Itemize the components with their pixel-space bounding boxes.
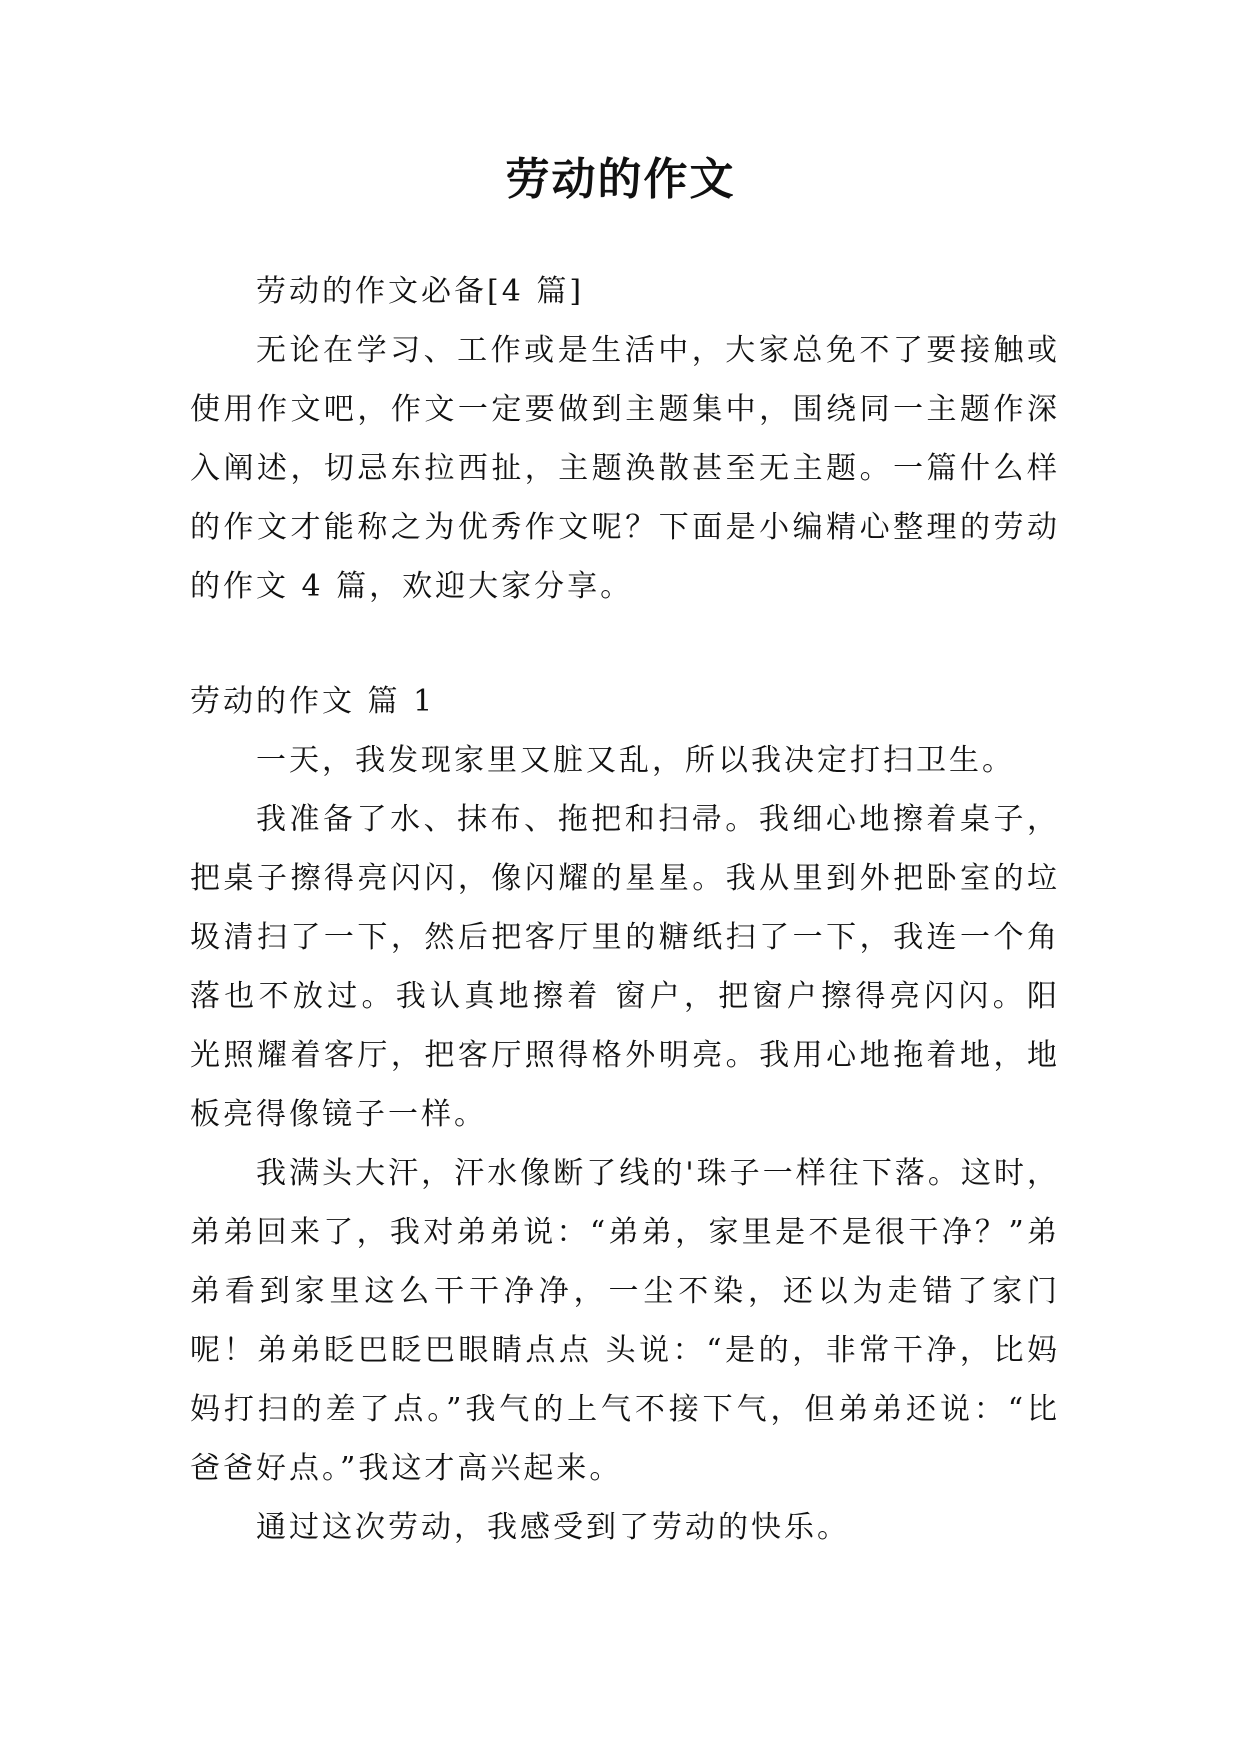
paragraph: 一天，我发现家里又脏又乱，所以我决定打扫卫生。	[256, 743, 1015, 778]
intro-heading: 劳动的作文必备[4 篇]	[256, 274, 585, 309]
paragraph: 通过这次劳动，我感受到了劳动的快乐。	[256, 1510, 850, 1545]
intro-paragraph: 无论在学习、工作或是生活中，大家总免不了要接触或使用作文吧，作文一定要做到主题集中，围绕同一主题作深入阐述，切忌东拉西扯，主题涣散甚至无主题。一篇什么样的作文才能称之为优秀作文呢？下面是小编精心整理的劳动的作文 4 篇，欢迎大家分享。	[190, 333, 1060, 604]
section-heading: 劳动的作文 篇 1	[190, 684, 436, 719]
document-title: 劳动的作文	[505, 154, 736, 205]
paragraph: 我准备了水、抹布、拖把和扫帚。我细心地擦着桌子，把桌子擦得亮闪闪，像闪耀的星星。我从里到外把卧室的垃圾清扫了一下，然后把客厅里的糖纸扫了一下，我连一个角落也不放过。我认真地擦着 窗户，把窗户擦得亮闪闪。阳光照耀着客厅，把客厅照得格外明亮。我用心地拖着地，地板亮得像镜子一样。	[190, 802, 1060, 1132]
paragraph: 我满头大汗，汗水像断了线的'珠子一样往下落。这时，弟弟回来了，我对弟弟说：“弟弟，家里是不是很干净？”弟弟看到家里这么干干净净，一尘不染，还以为走错了家门呢！弟弟眨巴眨巴眼睛点点 头说：“是的，非常干净，比妈妈打扫的差了点。”我气的上气不接下气，但弟弟还说：“比爸爸好点。”我这才高兴起来。	[190, 1156, 1060, 1486]
document-body	[190, 262, 1060, 1557]
